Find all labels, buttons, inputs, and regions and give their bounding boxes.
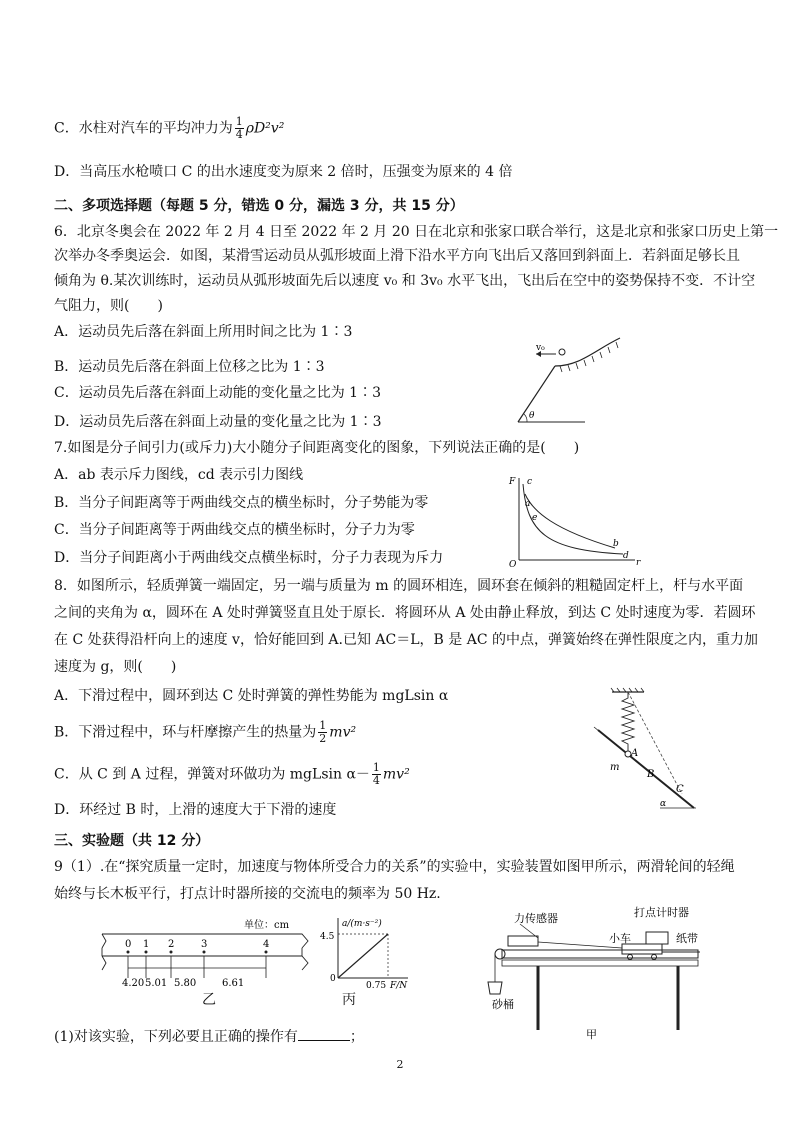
label-c: C bbox=[676, 784, 684, 795]
origin-label: 0 bbox=[330, 974, 336, 984]
tape-ticks bbox=[128, 956, 266, 978]
tape-distance: 5.80 bbox=[174, 978, 197, 989]
q7-option-a: A．ab 表示斥力图线，cd 表示引力图线 bbox=[54, 467, 304, 483]
q8-option-c: C．从 C 到 A 过程，弹簧对环做功为 mgLsin α－ $\frac{1}{4}$ mv² bbox=[54, 761, 410, 787]
tape-torn-end bbox=[102, 934, 106, 970]
q6-option-a: A．运动员先后落在斜面上所用时间之比为 1∶3 bbox=[54, 324, 353, 340]
v0-label: v₀ bbox=[536, 343, 545, 353]
cart-wheel bbox=[628, 955, 633, 960]
q8-stem-line2: 之间的夹角为 α，圆环在 A 处时弹簧竖直且处于原长．将圆环从 A 处由静止释放，到达 C 处时速度为零．若圆环 bbox=[54, 605, 756, 621]
y-axis-label: a/(m·s⁻²) bbox=[342, 919, 382, 929]
q8-option-b: B．下滑过程中，环与杆摩擦产生的热量为 $\frac{1}{2}$ mv² bbox=[54, 719, 357, 745]
tape-dot-0 bbox=[127, 951, 130, 954]
curve-cd bbox=[523, 484, 623, 554]
label-m: m bbox=[610, 762, 620, 773]
force-sensor-label: 力传感器 bbox=[514, 912, 558, 925]
tape-dot-2 bbox=[170, 951, 173, 954]
tape-dot-4 bbox=[265, 951, 268, 954]
tape-point-label: 1 bbox=[143, 939, 150, 950]
a-f-graph bbox=[316, 912, 416, 994]
fraction: $\frac{1}{2}$ bbox=[319, 719, 327, 745]
q7-option-d: D．当分子间距离小于两曲线交点横坐标时，分子力表现为斥力 bbox=[54, 550, 444, 566]
theta-arc bbox=[524, 414, 527, 422]
q6-stem-line3: 倾角为 θ.某次训练时，运动员从弧形坡面先后以速度 v₀ 和 3v₀ 水平飞出，飞出后在空中的姿势保持不变．不计空 bbox=[54, 273, 756, 289]
molecular-force-graph bbox=[505, 472, 645, 568]
hatching bbox=[560, 342, 618, 372]
label-o: O bbox=[509, 560, 517, 568]
q6-option-c: C．运动员先后落在斜面上动能的变化量之比为 1∶3 bbox=[54, 385, 381, 401]
spring-ring-figure bbox=[590, 686, 700, 816]
spring bbox=[622, 692, 634, 752]
q7-option-b: B．当分子间距离等于两曲线交点的横坐标时，分子势能为零 bbox=[54, 495, 429, 511]
fraction: $\frac{1}{4}$ bbox=[372, 761, 380, 787]
tape-point-label: 2 bbox=[168, 939, 175, 950]
label-c: c bbox=[527, 477, 533, 487]
q8-option-a: A．下滑过程中，圆环到达 C 处时弹簧的弹性势能为 mgLsin α bbox=[54, 688, 449, 704]
section-2-title: 二、多项选择题（每题 5 分，错选 0 分，漏选 3 分，共 15 分） bbox=[54, 198, 464, 214]
q6-stem-line2: 次举办冬季奥运会．如图，某滑雪运动员从弧形坡面上滑下沿水平方向飞出后又落回到斜面上．若斜面足够长且 bbox=[54, 248, 740, 264]
theta-label: θ bbox=[529, 411, 535, 421]
data-line bbox=[338, 934, 388, 978]
q9-sub1: (1)对该实验，下列必要且正确的操作有 ； bbox=[54, 1026, 364, 1047]
cart-wheel bbox=[652, 955, 657, 960]
apparatus-figure bbox=[478, 902, 718, 1042]
cart bbox=[622, 944, 662, 954]
bucket-label: 砂桶 bbox=[492, 998, 514, 1011]
q6-option-d: D．运动员先后落在斜面上动量的变化量之比为 1∶3 bbox=[54, 414, 382, 430]
tape-points bbox=[125, 939, 269, 954]
label-alpha: α bbox=[660, 799, 667, 809]
label-r: r bbox=[636, 558, 641, 568]
force-sensor bbox=[508, 936, 538, 946]
q8-stem-line4: 速度为 g，则( ) bbox=[54, 659, 177, 675]
label-e: e bbox=[532, 513, 538, 523]
tape-label: 纸带 bbox=[676, 932, 698, 945]
q8-option-d: D．环经过 B 时，上滑的速度大于下滑的速度 bbox=[54, 802, 337, 818]
tape-point-label: 0 bbox=[125, 939, 132, 950]
timer-label: 打点计时器 bbox=[634, 906, 689, 919]
board-base bbox=[502, 960, 698, 966]
tape-distance: 6.61 bbox=[222, 978, 245, 989]
q8-stem-line1: 8．如图所示，轻质弹簧一端固定，另一端与质量为 m 的圆环相连，圆环套在倾斜的粗糙固定杆上，杆与水平面 bbox=[54, 578, 744, 594]
incline bbox=[518, 366, 555, 422]
pulley bbox=[495, 949, 505, 959]
label-b: B bbox=[647, 769, 655, 780]
cart-label: 小车 bbox=[609, 932, 631, 945]
answer-blank[interactable] bbox=[298, 1026, 350, 1041]
sand-bucket bbox=[488, 982, 502, 994]
q8-stem-line3: 在 C 处获得沿杆向上的速度 v，恰好能回到 A.已知 AC＝L，B 是 AC 的中点，弹簧始终在弹性限度之内，重力加 bbox=[54, 632, 759, 648]
tape-point-label: 4 bbox=[263, 939, 270, 950]
ticker-tape-figure bbox=[96, 912, 316, 992]
label-d: d bbox=[623, 551, 629, 561]
ski-slope-figure bbox=[500, 330, 660, 430]
q9-stem-line1: 9（1）.在“探究质量一定时，加速度与物体所受合力的关系”的实验中，实验装置如图甲所示，两滑轮间的轻绳 bbox=[54, 859, 735, 875]
fraction: $\frac{1}{4}$ bbox=[235, 115, 243, 141]
q6-stem-line1: 6．北京冬奥会在 2022 年 2 月 4 日至 2022 年 2 月 20 日在北京和张家口联合举行，这是北京和张家口历史上第一 bbox=[54, 224, 779, 240]
tape-caption: 乙 bbox=[202, 992, 216, 1008]
tape-point-label: 3 bbox=[201, 939, 208, 950]
label-f: F bbox=[509, 477, 516, 487]
tape-distance: 4.20 bbox=[122, 978, 145, 989]
q5-option-c: C．水柱对汽车的平均冲力为 $\frac{1}{4}$ ρD²v² bbox=[54, 115, 285, 141]
q6-stem-line4: 气阻力，则( ) bbox=[54, 298, 163, 314]
tape-unit: 单位：cm bbox=[244, 920, 290, 931]
label-a: A bbox=[631, 748, 639, 759]
dashed-line bbox=[628, 692, 682, 794]
section-3-title: 三、实验题（共 12 分） bbox=[54, 833, 210, 849]
tape-dot-1 bbox=[145, 951, 148, 954]
q6-option-b: B．运动员先后落在斜面上位移之比为 1∶3 bbox=[54, 359, 325, 375]
x-tick-label: 0.75 bbox=[366, 981, 387, 991]
skier-icon bbox=[559, 349, 565, 355]
tape-distance: 5.01 bbox=[145, 978, 168, 989]
apparatus-caption: 甲 bbox=[586, 1028, 597, 1041]
q5-option-d: D．当高压水枪喷口 C 的出水速度变为原来 2 倍时，压强变为原来的 4 倍 bbox=[54, 164, 513, 180]
graph-caption: 丙 bbox=[342, 992, 356, 1008]
curve-ab bbox=[525, 494, 615, 548]
page-number: 2 bbox=[396, 1058, 404, 1071]
label-a: a bbox=[525, 499, 531, 509]
y-tick-label: 4.5 bbox=[320, 932, 335, 942]
long-board bbox=[502, 950, 698, 958]
ticker-timer bbox=[646, 932, 668, 944]
q7-option-c: C．当分子间距离等于两曲线交点的横坐标时，分子力为零 bbox=[54, 522, 415, 538]
x-axis-label: F/N bbox=[390, 981, 408, 991]
label-b: b bbox=[613, 539, 619, 549]
q9-stem-line2: 始终与长木板平行，打点计时器所接的交流电的频率为 50 Hz. bbox=[54, 886, 441, 902]
tape-dot-3 bbox=[203, 951, 206, 954]
q7-stem: 7.如图是分子间引力(或斥力)大小随分子间距离变化的图象，下列说法正确的是( ) bbox=[54, 440, 580, 456]
